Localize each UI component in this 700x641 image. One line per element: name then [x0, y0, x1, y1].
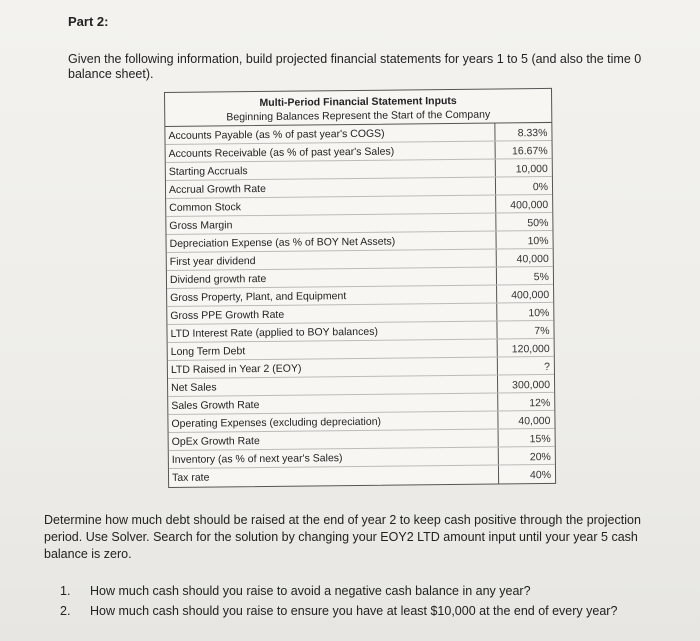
question-list [60, 581, 680, 621]
question-item [60, 601, 680, 621]
row-value: ? [497, 357, 554, 375]
row-label: LTD Raised in Year 2 (EOY) [170, 362, 302, 376]
row-value: 8.33% [494, 123, 551, 141]
row-value: 20% [498, 447, 555, 465]
row-value: 10,000 [495, 159, 552, 177]
row-label: Tax rate [171, 471, 210, 484]
row-label: Accounts Payable (as % of past year's COGS) [168, 127, 385, 142]
row-value: 40,000 [496, 249, 553, 267]
row-label: Common Stock [169, 201, 242, 214]
table-row [169, 465, 555, 487]
row-label: Gross Property, Plant, and Equipment [170, 290, 347, 304]
row-value: 16.67% [495, 141, 552, 159]
question-number: 1. [60, 584, 71, 598]
part-title: Part 2: [68, 14, 109, 29]
row-value: 40,000 [497, 411, 554, 429]
table-header [164, 88, 552, 126]
row-label: Starting Accruals [168, 165, 248, 178]
row-value: 400,000 [495, 195, 552, 213]
row-value: 12% [497, 393, 554, 411]
row-label: First year dividend [169, 255, 256, 268]
inputs-table [164, 88, 556, 488]
row-value: 7% [496, 321, 553, 339]
question-text: How much cash should you raise to ensure you have at least $10,000 at the end of every year? [90, 604, 618, 618]
table-subtitle: Beginning Balances Represent the Start of the Company [226, 108, 491, 124]
row-label: Long Term Debt [170, 345, 246, 358]
row-label: Depreciation Expense (as % of BOY Net Assets) [169, 235, 396, 250]
row-value: 300,000 [497, 375, 554, 393]
row-label: Accounts Receivable (as % of past year's Sales) [168, 145, 395, 160]
question-text: How much cash should you raise to avoid a negative cash balance in any year? [90, 584, 531, 598]
row-label: Operating Expenses (excluding depreciation) [171, 415, 382, 430]
instructions-paragraph: Determine how much debt should be raised at the end of year 2 to keep cash positive through the projection period. Use Solver. Search for the solution by changing your EOY2 LTD amount input until your year 5 cash balance is zero. [44, 513, 641, 561]
row-value: 400,000 [496, 285, 553, 303]
row-label: Accrual Growth Rate [168, 182, 266, 196]
question-number: 2. [60, 604, 71, 618]
row-value: 10% [495, 231, 552, 249]
row-label: LTD Interest Rate (applied to BOY balances) [170, 325, 378, 340]
row-label: Gross PPE Growth Rate [170, 308, 285, 322]
question-item [60, 581, 680, 601]
table-title: Multi-Period Financial Statement Inputs [259, 94, 457, 109]
row-label: Sales Growth Rate [171, 399, 260, 412]
row-label: Inventory (as % of next year's Sales) [171, 452, 343, 466]
table-body [164, 122, 556, 488]
row-value: 40% [498, 465, 555, 484]
row-value: 5% [496, 267, 553, 285]
row-value: 50% [495, 213, 552, 231]
row-value: 10% [496, 303, 553, 321]
row-label: Net Sales [171, 381, 217, 394]
row-value: 0% [495, 177, 552, 195]
row-value: 15% [498, 429, 555, 447]
row-label: Dividend growth rate [169, 272, 267, 286]
row-value: 120,000 [497, 339, 554, 357]
row-label: OpEx Growth Rate [171, 435, 260, 448]
row-label: Gross Margin [169, 219, 233, 232]
intro-paragraph: Given the following information, build projected financial statements for years 1 to 5 (and also the time 0 balance sheet). [68, 52, 642, 81]
